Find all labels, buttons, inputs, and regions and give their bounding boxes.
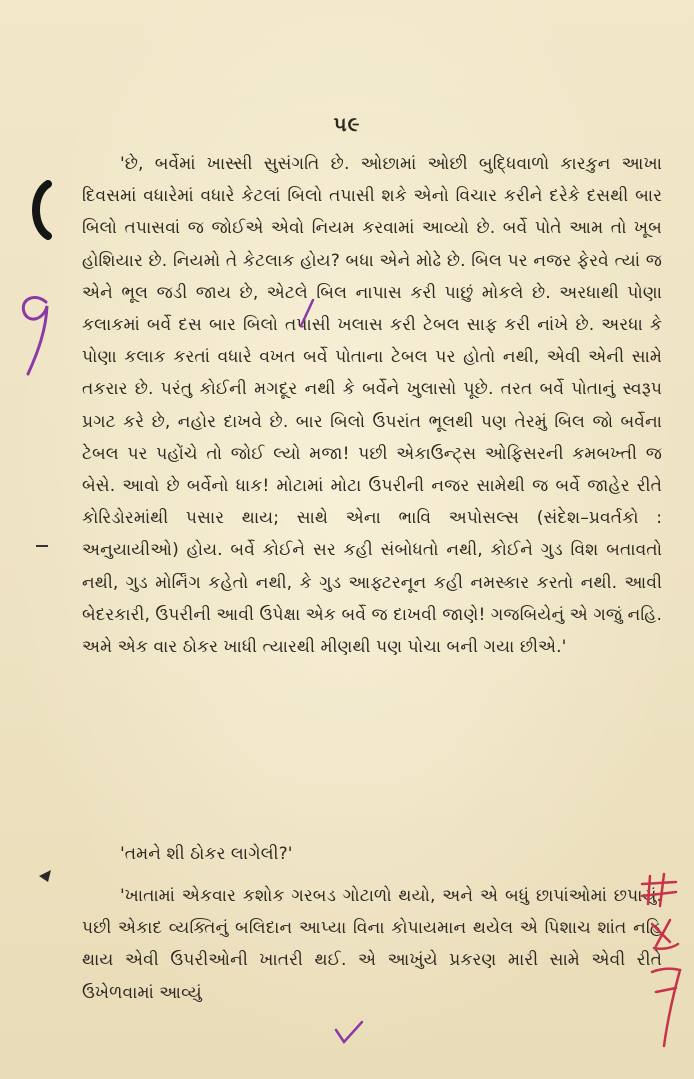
margin-hash-mark bbox=[640, 870, 680, 910]
paragraph-1-text: 'છે, બર્વેમાં ખાસ્સી સુસંગતિ છે. ઓછામાં ઓછી બુદ્ધિવાળો કારકુન આખા દિવસમાં વધારેમાં વધારે કેટલાં બિલો તપાસી શકે એનો વિચાર કરીને દરેકે દસથી બાર બિલો તપાસવાં જ જોઈએ એવો નિયમ કરવામાં આવ્યો છે. બર્વે પોતે આમ તો ખૂબ હોશિયાર છે. નિયમો તે કેટલાક હોય? બધા એને મોઢે છે. બિલ પર નજર ફેરવે ત્યાં જ એને ભૂલ જડી જાય છે, એટલે બિલ નાપાસ કરી પાછું મોકલે છે. અરધાથી પોણા કલાકમાં બર્વે દસ બાર બિલો તપાસી ખલાસ કરી ટેબલ સાફ કરી નાંખે છે. અરધા કે પોણા કલાક કરતાં વધારે વખત બર્વે પોતાના ટેબલ પર હોતો નથી, એવી એની સામે તકરાર છે. પરંતુ કોઈની મગદૂર નથી કે બર્વેને ખુલાસો પૂછે. તરત બર્વે પોતાનું સ્વરૂપ પ્રગટ કરે છે, નહોર દાખવે છે. બાર બિલો ઉપરાંત ભૂલથી પણ તેરમું બિલ જો બર્વેના ટેબલ પર પહોંચે તો જોઈ લ્યો મજા! પછી એકાઉન્ટ્સ ઓફિસરની કમબખ્તી જ બેસે. આવો છે બર્વેનો ધાક! મોટામાં મોટા ઉપરીની નજર સામેથી જ બર્વે જાહેર રીતે કોરિડોરમાંથી પસાર થાય; સાથે એના ભાવિ અપોસલ્સ (સંદેશ–પ્રવર્તકો : અનુયાયીઓ) હોય. બર્વે કોઈને સર કહી સંબોધતો નથી, કોઈને ગુડ વિશ બતાવતો નથી, ગુડ મોર્નિંગ કહેતો નથી, કે ગુડ આફ્ટરનૂન કહી નમસ્કાર કરતો નથી. આવી બેદરકારી, ઉપરીની આવી ઉપેક્ષા એક બર્વે જ દાખવી જાણે! ગજબિયેનું એ ગજું નહિ. અમે એક વાર ઠોકર ખાધી ત્યારથી મીણથી પણ પોચા બની ગયા છીએ.' bbox=[82, 154, 662, 658]
paragraph-3: 'ખાતામાં એકવાર કશોક ગરબડ ગોટાળો થયો, અને એ બધું છાપાંઓમાં છપાયું. પછી એકાદ વ્યક્તિનું બલિદાન આપ્યા વિના કોપાયમાન થયેલ એ પિશાચ શાંત નહિ થાય એવી ઉપરીઓની ખાતરી થઈ. એ આખુંયે પ્રકરણ મારી સામે એવી રીતે ઉખેળવામાં આવ્યું bbox=[82, 886, 662, 1003]
margin-dash-mark bbox=[34, 542, 50, 550]
margin-arrow-mark bbox=[36, 866, 56, 886]
page-number: ૫૯ bbox=[333, 112, 361, 136]
paragraph-2-question: 'તમને શી ઠોકર લાગેલી?' bbox=[120, 844, 293, 864]
inline-check-mark bbox=[332, 1018, 366, 1048]
margin-number-9-mark bbox=[16, 290, 56, 380]
margin-bracket-mark bbox=[26, 180, 56, 240]
margin-seven-mark bbox=[646, 962, 686, 1052]
margin-x-mark bbox=[646, 912, 682, 952]
paragraph-1 bbox=[82, 148, 662, 663]
inline-slash-mark bbox=[295, 298, 319, 328]
